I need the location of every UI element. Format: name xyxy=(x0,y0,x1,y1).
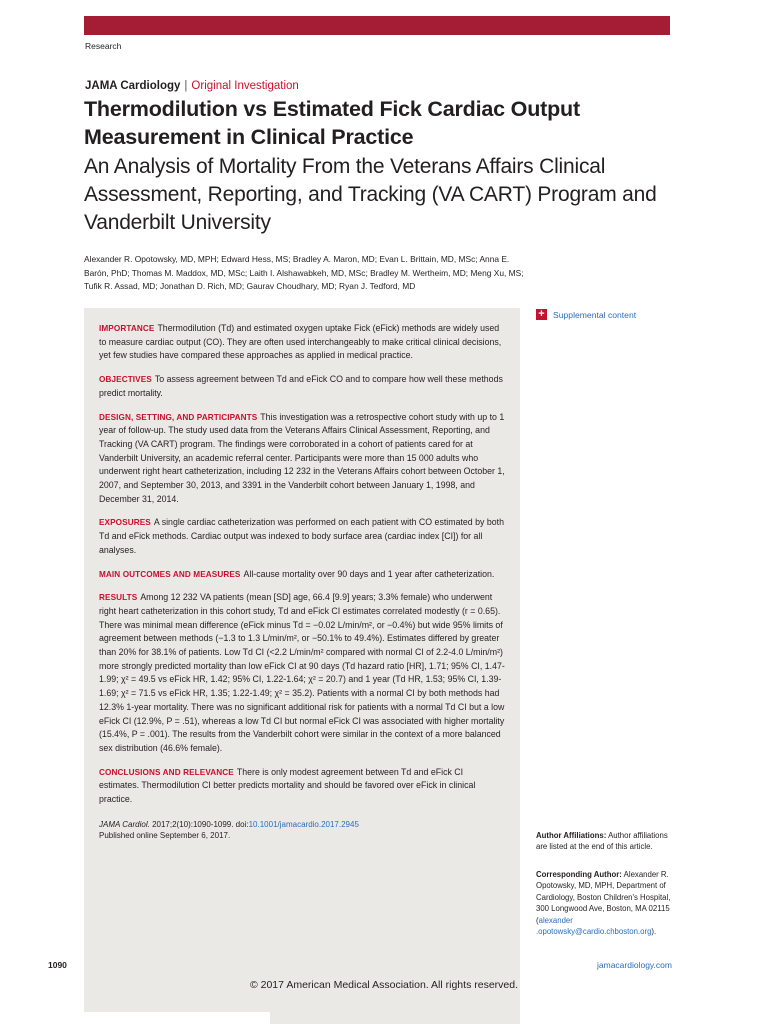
author-affiliations xyxy=(536,830,676,853)
abstract-heading: IMPORTANCE xyxy=(99,324,155,333)
corresponding-text: Alexander R. Opotowsky, MD, MPH, Department of Cardiology, Boston Children's Hospital, 300 Longwood Ave, Boston, MA 02115 ( xyxy=(536,870,671,925)
abstract-text: Among 12 232 VA patients (mean [SD] age, 66.4 [9.9] years; 3.3% female) who underwent right heart catheterization in this cohort study, Td and eFick CI estimates correlated modestly (r = 0.65). There was minimal mean difference (eFick minus Td = −0.02 L/min/m², or −0.4%) but wide 95% limits of agreement between methods (−1.3 to 1.3 L/min/m², or −50.1% to 49.4%). Estimates differed by greater than 20% for 38.1% of patients. Low Td CI (<2.2 L/min/m² compared with normal CI of 2.2-4.0 L/min/m²) more strongly predicted mortality than low eFick CI at 90 days (Td hazard ratio [HR], 1.71; 95% CI, 1.47-1.99; χ² = 49.5 vs eFick HR, 1.42; 95% CI, 1.22-1.64; χ² = 20.7) and 1 year (Td HR, 1.53; 95% CI, 1.39-1.69; χ² = 71.5 vs eFick HR, 1.35; 1.22-1.49; χ² = 35.2). Patients with a normal CI by both methods had 12.3% 1-year mortality. There was no significant additional risk for patients with a normal Td CI but a low eFick CI (12.9%, P = .51), whereas a low Td CI but normal eFick CI was associated with higher mortality (15.4%, P = .001). The results from the Vanderbilt cohort were similar in the context of a more balanced sex distribution (46.6% female). xyxy=(99,592,505,753)
abstract-importance xyxy=(99,322,505,363)
page-number: 1090 xyxy=(48,960,67,970)
article-title: Thermodilution vs Estimated Fick Cardiac Output Measurement in Clinical Practice xyxy=(84,97,580,149)
abstract-box xyxy=(84,308,520,1024)
abstract-text: This investigation was a retrospective cohort study with up to 1 year of follow-up. The study used data from the Veterans Affairs Clinical Assessment, Reporting, and Tracking (VA CART) program. The findings were corroborated in a cohort of patients cared for at Vanderbilt University, an academic referral center. Participants were more than 15 000 adults who underwent right heart catheterization, including 12 232 in the Veterans Affairs cohort between October 1, 2007, and September 30, 2013, and 3391 in the Vanderbilt cohort between January 1, 1998, and December 31, 2014. xyxy=(99,411,505,504)
citation-journal: JAMA Cardiol. xyxy=(99,819,150,829)
abstract-heading: EXPOSURES xyxy=(99,518,151,528)
plus-icon: + xyxy=(536,309,547,320)
abstract-heading: DESIGN, SETTING, AND PARTICIPANTS xyxy=(99,412,258,422)
abstract-results xyxy=(99,591,505,755)
article-type: Original Investigation xyxy=(191,80,299,92)
abstract-text: There is only modest agreement between Td and eFick CI estimates. Thermodilution CI better predicts mortality and should be favored over eFick in clinical practice. xyxy=(99,766,476,805)
journal-name: JAMA Cardiology xyxy=(85,80,181,92)
website-link[interactable]: jamacardiology.com xyxy=(597,960,672,970)
abstract-design xyxy=(99,411,505,507)
journal-line xyxy=(85,80,299,92)
supplemental-label: Supplemental content xyxy=(553,309,637,320)
citation xyxy=(99,819,505,842)
author-list: Alexander R. Opotowsky, MD, MPH; Edward Hess, MS; Bradley A. Maron, MD; Evan L. Brittain, MD, MSc; Anna E. Barón, PhD; Thomas M. Maddox, MD, MSc; Laith I. Alshawabkeh, MD, MSc; Bradley M. Wertheim, MD; Meng Xu, MS; Tufik R. Assad, MD; Jonathan D. Rich, MD; Gaurav Choudhary, MD; Ryan J. Tedford, MD xyxy=(84,254,524,291)
corresponding-heading: Corresponding Author: xyxy=(536,870,622,879)
article-subtitle: An Analysis of Mortality From the Veterans Affairs Clinical Assessment, Reporting, and Tracking (VA CART) Program and Vanderbilt University xyxy=(84,155,657,234)
journal-separator: | xyxy=(184,80,188,92)
published-date: Published online September 6, 2017. xyxy=(99,831,231,841)
abstract-exposures xyxy=(99,516,505,557)
abstract-heading: MAIN OUTCOMES AND MEASURES xyxy=(99,569,241,579)
affiliations-heading: Author Affiliations: xyxy=(536,831,607,840)
corresponding-end: ). xyxy=(651,927,657,937)
abstract-heading: CONCLUSIONS AND RELEVANCE xyxy=(99,767,234,777)
abstract-text: To assess agreement between Td and eFick CO and to compare how well these methods predict mortality. xyxy=(99,374,503,398)
abstract-heading: RESULTS xyxy=(99,593,138,603)
top-color-bar xyxy=(84,16,670,35)
abstract-heading: OBJECTIVES xyxy=(99,375,152,385)
citation-ref: 2017;2(10):1090-1099. doi: xyxy=(152,819,249,829)
abstract-objectives xyxy=(99,373,505,400)
footer-blank-box xyxy=(84,1012,270,1024)
doi-link[interactable]: 10.1001/jamacardio.2017.2945 xyxy=(248,819,359,829)
supplemental-content-link[interactable] xyxy=(536,309,636,320)
abstract-text: All-cause mortality over 90 days and 1 year after catheterization. xyxy=(243,568,495,579)
section-label: Research xyxy=(85,41,122,51)
affiliations-text: Author affiliations are listed at the end of this article. xyxy=(536,831,668,852)
copyright-notice: © 2017 American Medical Association. All rights reserved. xyxy=(249,979,519,991)
abstract-outcomes xyxy=(99,568,505,582)
abstract-conclusions xyxy=(99,766,505,807)
abstract-text: A single cardiac catheterization was performed on each patient with CO estimated by both Td and eFick methods. Cardiac output was indexed to body surface area (cardiac index [CI]) for all analyses. xyxy=(99,517,504,555)
abstract-text: Thermodilution (Td) and estimated oxygen uptake Fick (eFick) methods are widely used to measure cardiac output (CO). They are often used interchangeably to make critical clinical decisions, yet few studies have compared these approaches as applied in medical practice. xyxy=(99,323,502,361)
email-link[interactable]: alexander .opotowsky@cardio.chboston.org xyxy=(536,915,652,937)
corresponding-author xyxy=(536,869,676,937)
